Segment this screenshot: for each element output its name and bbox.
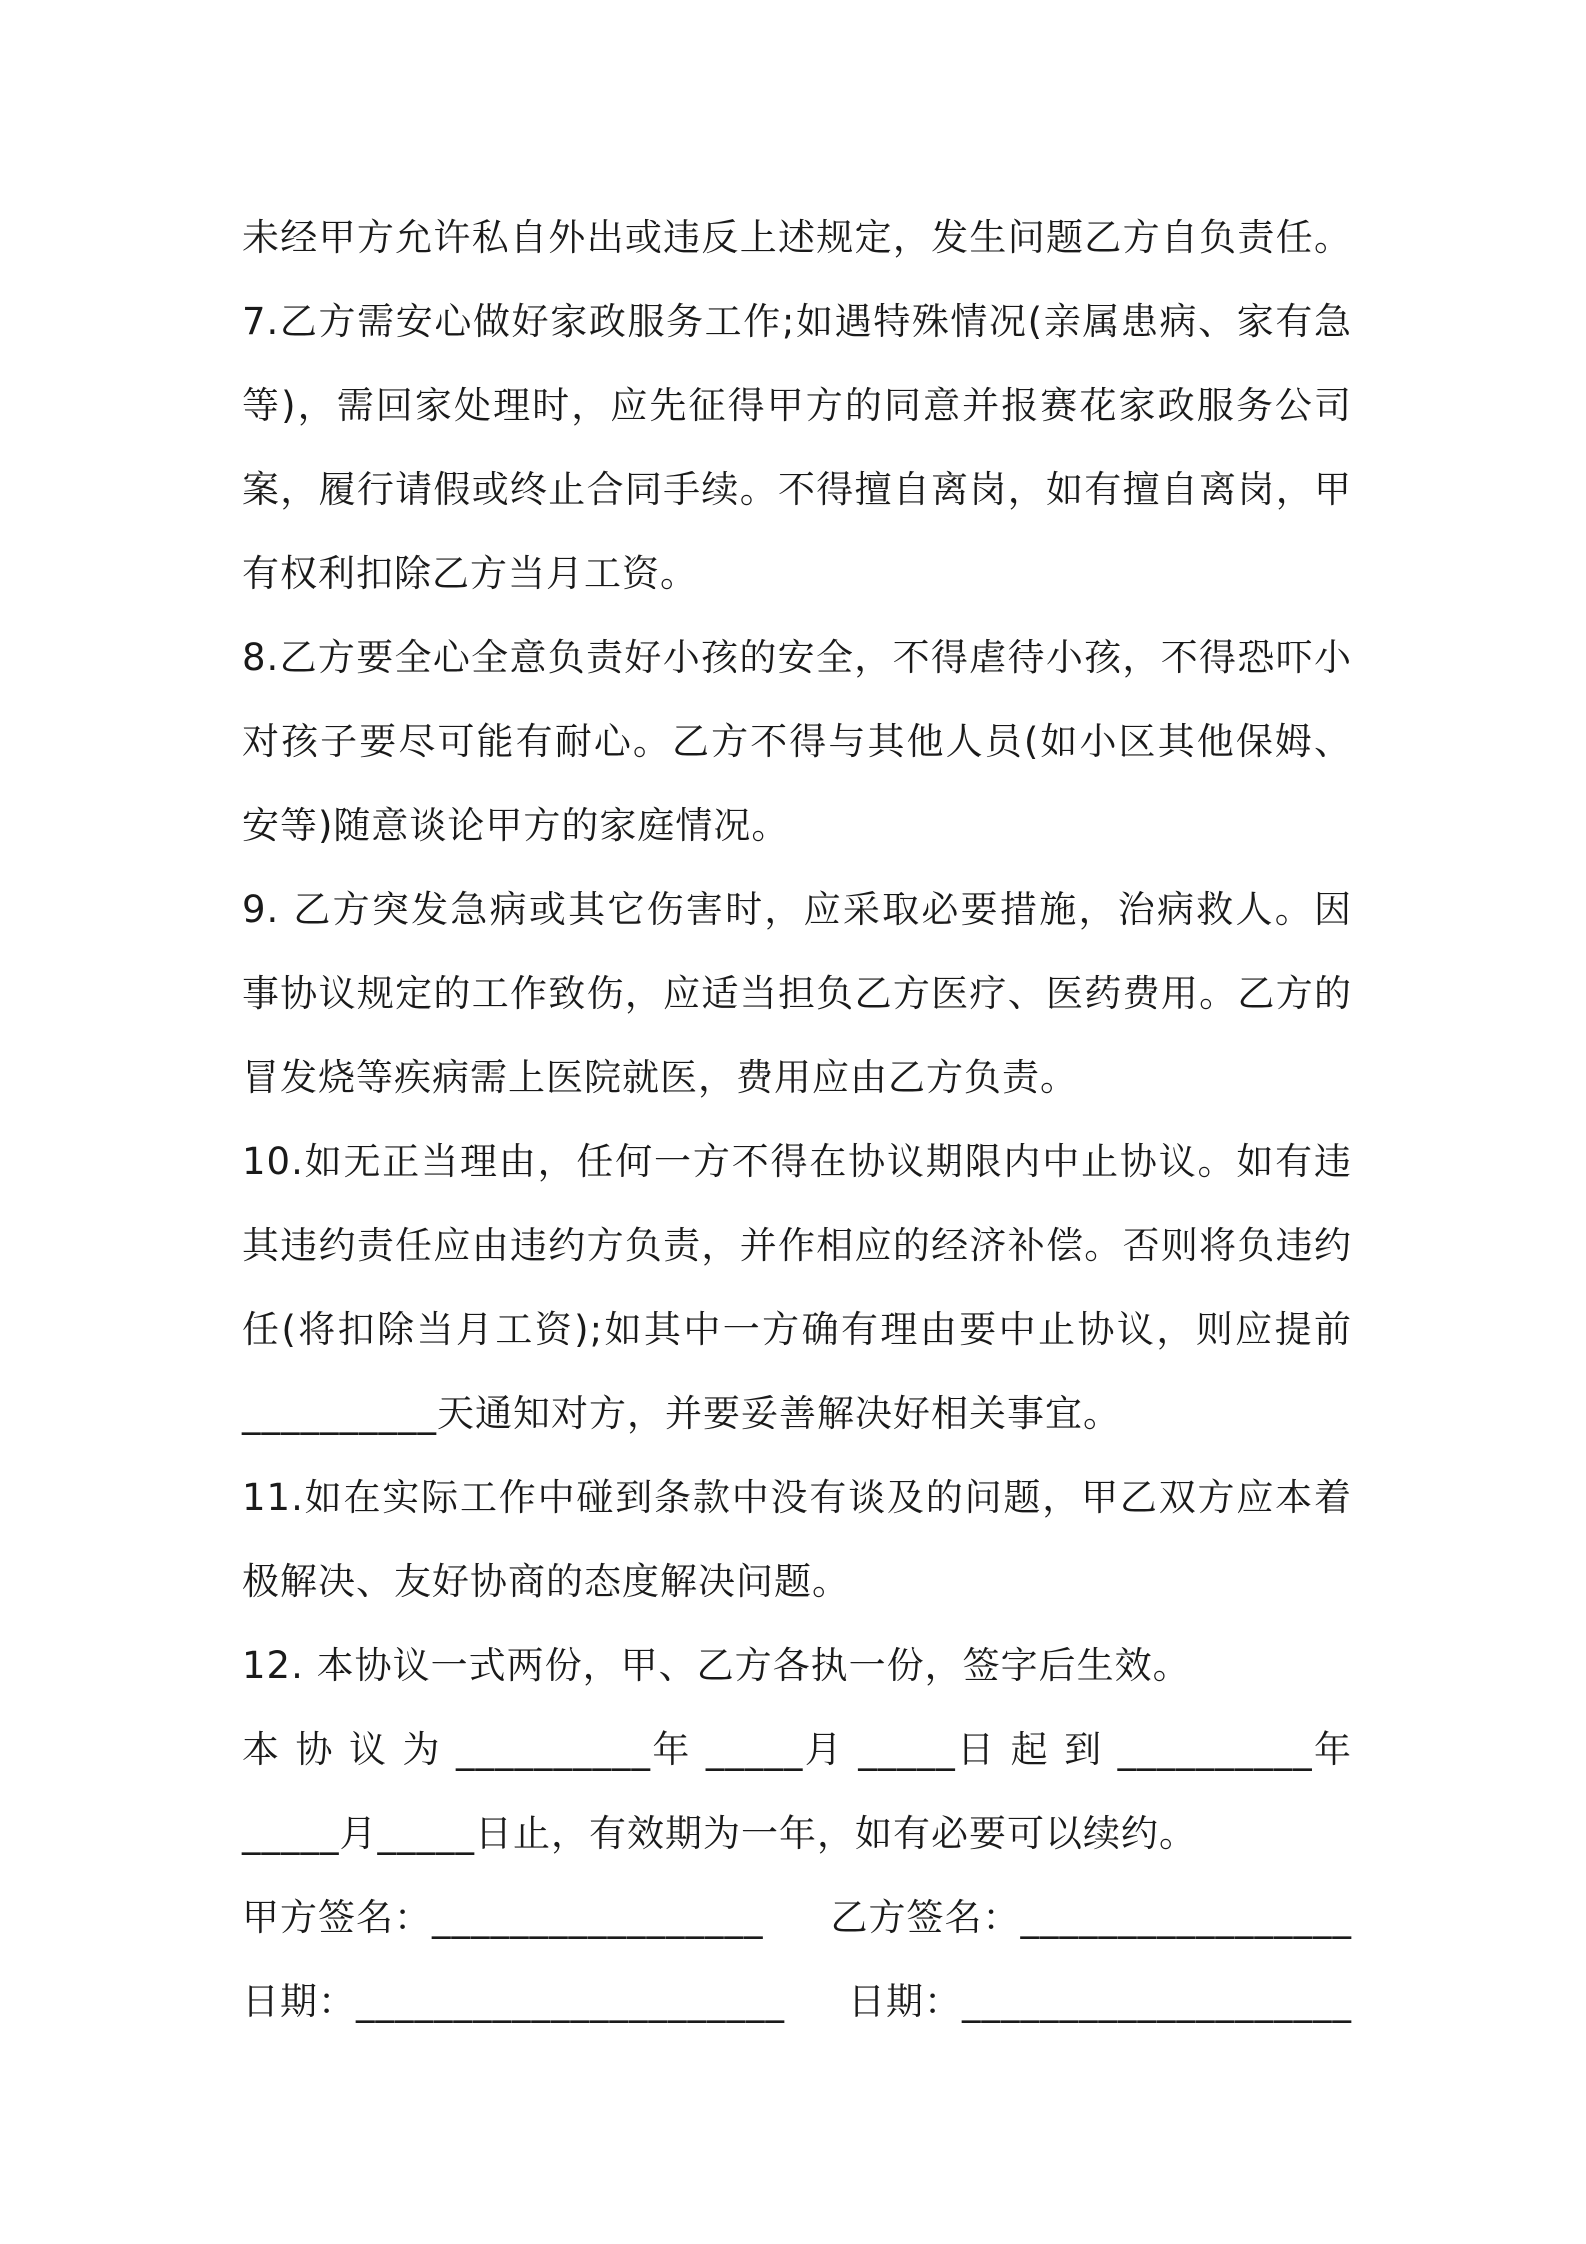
- term-line-2: _____月_____日止，有效期为一年，如有必要可以续约。: [242, 1812, 1197, 1855]
- clause-12-line-1: 12. 本协议一式两份，甲、乙方各执一份，签字后生效。: [242, 1644, 1191, 1687]
- clause-7-line-3: 案，履行请假或终止合同手续。不得擅自离岗，如有擅自离岗，甲: [242, 468, 1352, 511]
- term-line-1: 本 协 议 为 __________年 _____月 _____日 起 到 __________年: [242, 1728, 1352, 1771]
- clause-10-line-1: 10.如无正当理由，任何一方不得在协议期限内中止协议。如有违: [242, 1140, 1352, 1183]
- party-a-signature-field: 甲方签名：_________________: [242, 1896, 764, 1939]
- clause-8-line-2: 对孩子要尽可能有耐心。乙方不得与其他人员(如小区其他保姆、: [242, 720, 1352, 763]
- contract-body: [242, 196, 1352, 2044]
- clause-10-line-2: 其违约责任应由违约方负责，并作相应的经济补偿。否则将负违约: [242, 1224, 1352, 1267]
- clause-11-line-2: 极解决、友好协商的态度解决问题。: [242, 1560, 850, 1603]
- clause-9-line-3: 冒发烧等疾病需上医院就医，费用应由乙方负责。: [242, 1056, 1078, 1099]
- clause-9-line-2: 事协议规定的工作致伤，应适当担负乙方医疗、医药费用。乙方的: [242, 972, 1352, 1015]
- clause-8-line-3: 安等)随意谈论甲方的家庭情况。: [242, 804, 790, 847]
- clause-9-line-1: 9. 乙方突发急病或其它伤害时，应采取必要措施，治病救人。因: [242, 888, 1352, 931]
- party-b-signature-field: 乙方签名：_________________: [830, 1896, 1352, 1939]
- clause-7-line-1: 7.乙方需安心做好家政服务工作;如遇特殊情况(亲属患病、家有急: [242, 300, 1352, 343]
- clause-10-line-3: 任(将扣除当月工资);如其中一方确有理由要中止协议，则应提前: [242, 1308, 1352, 1351]
- clause-11-line-1: 11.如在实际工作中碰到条款中没有谈及的问题，甲乙双方应本着: [242, 1476, 1352, 1519]
- signature-row: [242, 1876, 1352, 1960]
- date-row: [242, 1960, 1352, 2044]
- party-a-date-field: 日期：______________________: [242, 1980, 785, 2023]
- party-b-date-field: 日期：____________________: [848, 1980, 1352, 2023]
- clause-7-line-4: 有权利扣除乙方当月工资。: [242, 552, 698, 595]
- clause-6-continuation: 未经甲方允许私自外出或违反上述规定，发生问题乙方自负责任。: [242, 216, 1352, 259]
- clause-8-line-1: 8.乙方要全心全意负责好小孩的安全，不得虐待小孩，不得恐吓小: [242, 636, 1352, 679]
- clause-10-line-4: __________天通知对方，并要妥善解决好相关事宜。: [242, 1392, 1121, 1435]
- clause-7-line-2: 等)，需回家处理时，应先征得甲方的同意并报赛花家政服务公司: [242, 384, 1352, 427]
